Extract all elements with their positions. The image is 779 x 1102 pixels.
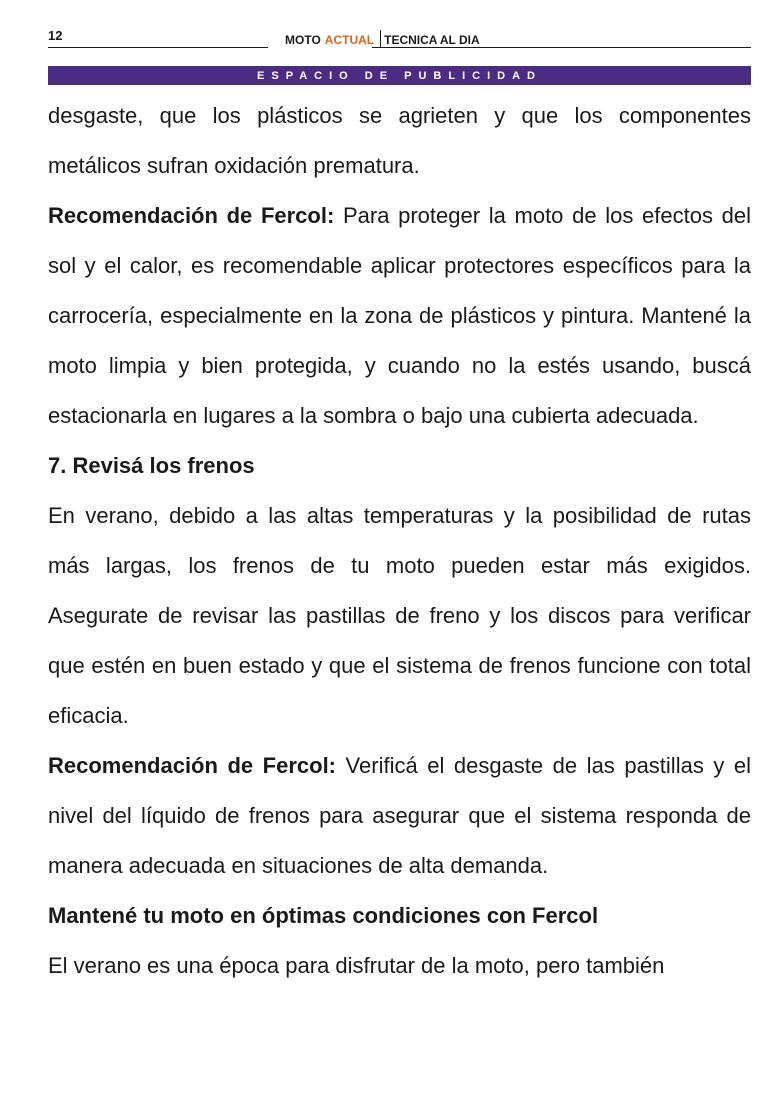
- page-number: 12: [48, 28, 63, 43]
- paragraph-text: En verano, debido a las altas temperaturas y la posibilidad de rutas más largas, los frenos de tu moto pueden estar más exigidos. Asegurate de revisar las pastillas de freno y los discos para verificar que estén en buen estado y que el sistema de frenos funcione con total eficacia.: [48, 503, 751, 728]
- header-rule: [48, 47, 268, 48]
- running-header: [285, 32, 480, 48]
- article-body: [48, 91, 751, 991]
- recommendation-label: Recomendación de Fercol:: [48, 203, 335, 228]
- brand-actual: ACTUAL: [324, 33, 375, 47]
- paragraph-text: Verificá el desgaste de las pastillas y el nivel del líquido de frenos para asegurar que el sistema responda de manera adecuada en situaciones de alta demanda.: [48, 753, 751, 878]
- section-heading: 7. Revisá los frenos: [48, 453, 255, 478]
- recommendation-paragraph: [48, 741, 751, 891]
- paragraph: [48, 941, 751, 991]
- paragraph-text: desgaste, que los plásticos se agrieten y que los componentes metálicos sufran oxidación prematura.: [48, 103, 751, 178]
- paragraph-text: El verano es una época para disfrutar de la moto, pero también: [48, 953, 665, 978]
- recommendation-paragraph: [48, 191, 751, 441]
- paragraph-text: Para proteger la moto de los efectos del sol y el calor, es recomendable aplicar protectores específicos para la carrocería, especialmente en la zona de plásticos y pintura. Mantené la moto limpia y bien protegida, y cuando no la estés usando, buscá estacionarla en lugares a la sombra o bajo una cubierta adecuada.: [48, 203, 751, 428]
- ad-banner: ESPACIO DE PUBLICIDAD: [48, 66, 751, 85]
- section-title: TECNICA AL DIA: [384, 33, 480, 47]
- section-heading: Mantené tu moto en óptimas condiciones con Fercol: [48, 903, 599, 928]
- header-rule: [372, 47, 751, 48]
- recommendation-label: Recomendación de Fercol:: [48, 753, 337, 778]
- header-separator: [380, 30, 381, 47]
- paragraph: [48, 491, 751, 741]
- paragraph: [48, 91, 751, 191]
- brand-moto: MOTO: [285, 33, 321, 47]
